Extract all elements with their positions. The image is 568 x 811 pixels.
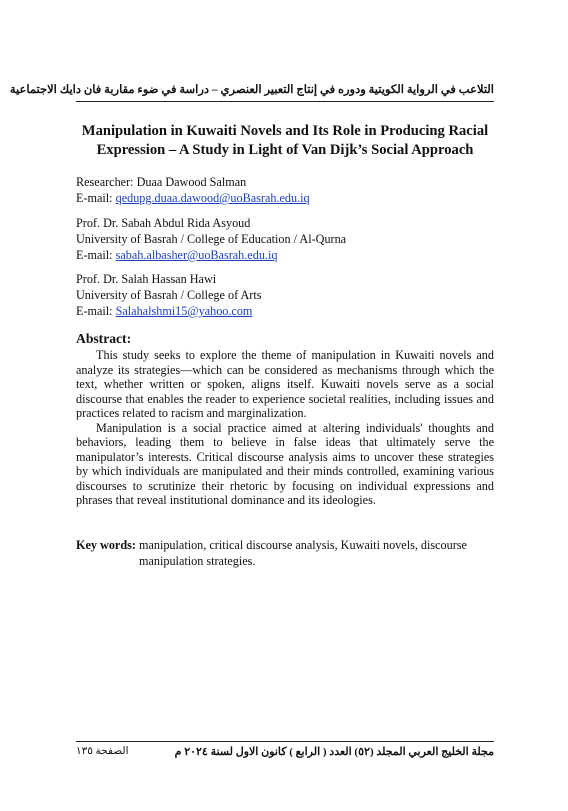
author-name: Prof. Dr. Salah Hassan Hawi <box>76 272 217 286</box>
keywords-label: Key words: <box>76 538 136 552</box>
keywords <box>76 538 494 569</box>
email-label: E-mail: <box>76 191 116 205</box>
paper-title-line-1: Manipulation in Kuwaiti Novels and Its Role in Producing Racial <box>81 123 489 139</box>
footer-divider <box>76 741 494 742</box>
author-block-supervisor-1 <box>76 215 494 263</box>
author-email-link[interactable]: Salahalshmi15@yahoo.com <box>115 304 253 318</box>
author-block-researcher <box>76 174 494 206</box>
abstract-body <box>76 348 494 508</box>
abstract-heading: Abstract: <box>76 331 132 346</box>
email-label: E-mail: <box>76 248 116 262</box>
author-email-link[interactable]: qedupg.duaa.dawood@uoBasrah.edu.iq <box>115 191 310 205</box>
author-affiliation: University of Basrah / College of Education / Al-Qurna <box>76 232 347 246</box>
paper-title-line-2: Expression – A Study in Light of Van Dijk’s Social Approach <box>96 142 474 158</box>
author-affiliation: University of Basrah / College of Arts <box>76 288 262 302</box>
paper-title <box>76 122 494 160</box>
author-email-link[interactable]: sabah.albasher@uoBasrah.edu.iq <box>115 248 278 262</box>
author-name: Researcher: Duaa Dawood Salman <box>76 175 247 189</box>
author-block-supervisor-2 <box>76 271 494 319</box>
abstract-paragraph-2: Manipulation is a social practice aimed at altering individuals' thoughts and behaviors, leading them to believe in false ideas that ultimately serve the manipulator’s interests. Critical discourse analysis aims to uncover these strategies by which individuals are manipulated and their minds controlled, examining various discourses to scrutinize their rhetoric by focusing on individual expressions and phrases that reveal institutional dominance and its ideologies. <box>76 420 494 508</box>
running-header-title: التلاعب في الرواية الكويتية ودوره في إنتاج التعبير العنصري – دراسة في ضوء مقاربة فان دايك الاجتماعية <box>9 84 494 96</box>
author-email-line <box>76 247 494 263</box>
author-name: Prof. Dr. Sabah Abdul Rida Asyoud <box>76 216 251 230</box>
abstract-paragraph-1: This study seeks to explore the theme of manipulation in Kuwaiti novels and analyze its strategies—which can be considered as mechanisms through which the text, whether written or spoken, aligns itself. Kuwaiti novels serve as a social discourse that enables the reader to experience societal realities, including issues and practices related to racism and marginalization. <box>76 348 494 421</box>
footer-page-number: الصفحة ١٣٥ <box>76 746 129 757</box>
keywords-text: manipulation, critical discourse analysis, Kuwaiti novels, discourse manipulation strategies. <box>135 538 467 568</box>
author-email-line <box>76 190 494 206</box>
footer-journal-info: مجلة الخليج العربي المجلد (٥٢) العدد ( الرابع ) كانون الاول لسنة ٢٠٢٤ م <box>174 746 494 758</box>
author-email-line <box>76 303 494 319</box>
email-label: E-mail: <box>76 304 116 318</box>
header-divider <box>76 101 494 102</box>
